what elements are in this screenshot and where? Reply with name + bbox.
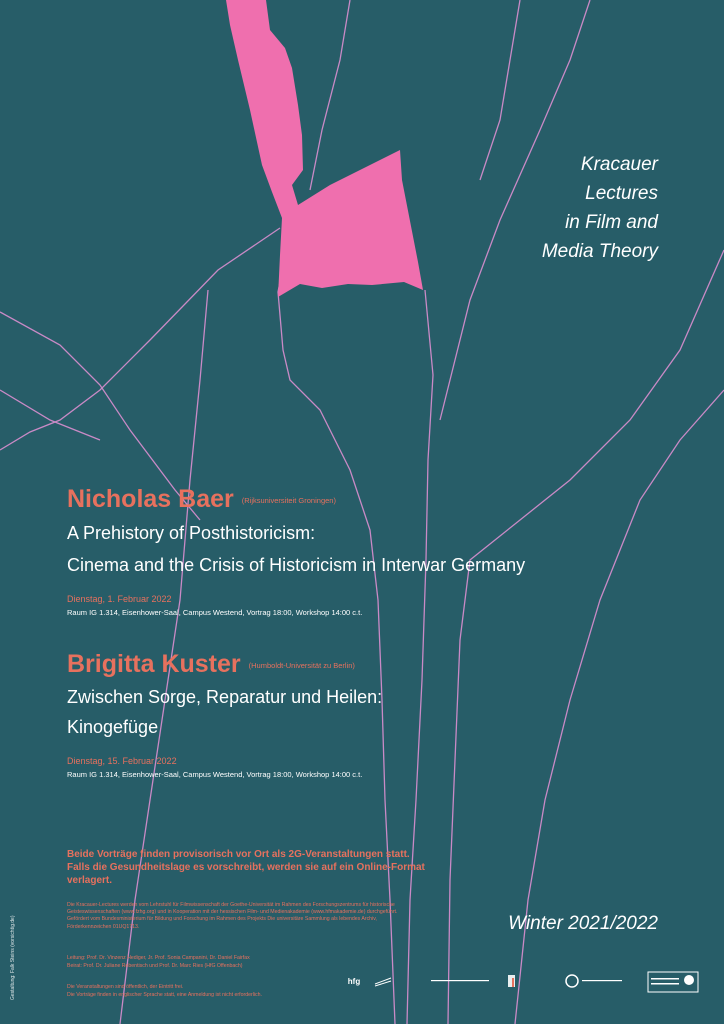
contour-line (0, 228, 280, 450)
hfg-logo: hfg (347, 976, 361, 986)
lecture-2-venue: Raum IG 1.314, Eisenhower-Saal, Campus Westend, Vortrag 18:00, Workshop 14:00 c.t. (67, 770, 363, 779)
speaker-name: Brigitta Kuster (67, 650, 241, 678)
info-free: Die Veranstaltungen sind öffentlich, der Eintritt frei. (67, 984, 184, 990)
bmbf-logo-icon (502, 970, 524, 992)
info-language: Die Vorträge finden in englischer Sprache statt, eine Anmeldung ist nicht erforderlich. (67, 992, 262, 998)
fzhg-logo-icon (430, 970, 490, 992)
lecture-2-title-line-1: Zwischen Sorge, Reparatur und Heilen: (67, 687, 383, 707)
series-line: in Film and (565, 212, 658, 233)
lecture-1-venue: Raum IG 1.314, Eisenhower-Saal, Campus Westend, Vortrag 18:00, Workshop 14:00 c.t. (67, 608, 363, 617)
info-about: Die Kracauer-Lectures werden vom Lehrstuhl für Filmwissenschaft der Goethe-Universität im Rahmen des Forschungszentrums für historische Geisteswissenschaften (www.fzhg.org) und in Kooperation mit der hessischen Film- und Medienakademie (www.hfmakademie.de) durchgeführt. Gefördert vom Bundesministerium für Bildung und Forschung im Rahmen des Projekts Die universitäre Sammlung als lebendes Archiv, Förderkennzeichen 01UQ1713. (67, 902, 398, 930)
series-title (542, 150, 658, 266)
covid-notice: Beide Vorträge finden provisorisch vor Ort als 2G-Veranstaltungen statt. Falls die Gesundheitslage es vorschreibt, werden sie auf ein Online-Format verlagert. (67, 849, 425, 886)
pink-shape (226, 0, 423, 297)
speaker-affiliation: (Humboldt-Universität zu Berlin) (248, 661, 355, 670)
contour-line (0, 390, 100, 440)
info-leitung: Leitung: Prof. Dr. Vinzenz Hediger, Jr. Prof. Sonia Campanini, Dr. Daniel Fairfax (67, 955, 250, 961)
series-line: Kracauer (580, 154, 658, 175)
series-line: Lectures (585, 183, 658, 204)
film-logo-icon (372, 970, 394, 992)
series-line: Media Theory (541, 241, 658, 262)
goethe-logo-icon (564, 970, 624, 992)
speaker-affiliation: (Rijksuniversiteit Groningen) (241, 496, 336, 505)
info-beirat: Beirat: Prof. Dr. Juliane Rebentisch und Prof. Dr. Marc Ries (HfG Offenbach) (67, 963, 243, 969)
season-label: Winter 2021/2022 (508, 913, 658, 934)
contour-line (448, 250, 724, 1024)
partner-logos (342, 970, 702, 1000)
lecture-1-title-line-2: Cinema and the Crisis of Historicism in Interwar Germany (67, 555, 526, 575)
design-credit: Gestaltung: Falk Steins (vorsichtig.de) (10, 915, 16, 1000)
contour-line (480, 0, 520, 180)
speaker-name: Nicholas Baer (67, 485, 234, 513)
lecture-1-speaker (67, 485, 336, 514)
contour-line (310, 0, 350, 190)
goethe-universitaet-logo-icon (647, 970, 699, 994)
lecture-2-speaker (67, 650, 355, 679)
lecture-2-date: Dienstag, 15. Februar 2022 (67, 756, 177, 766)
lecture-2-title-line-2: Kinogefüge (67, 717, 159, 737)
lecture-1-date: Dienstag, 1. Februar 2022 (67, 594, 172, 604)
lecture-1-title-line-1: A Prehistory of Posthistoricism: (67, 523, 316, 543)
